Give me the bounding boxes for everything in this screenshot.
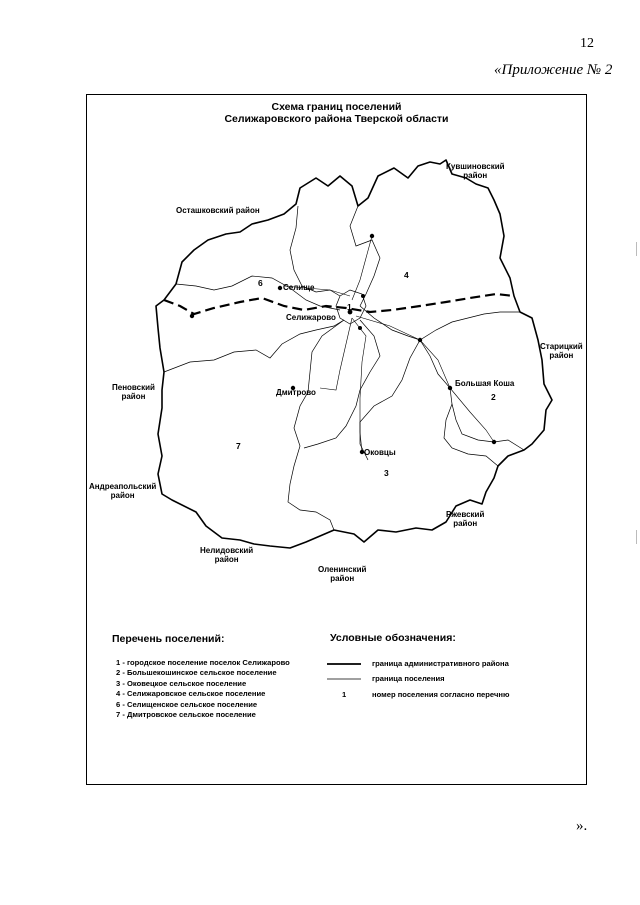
label-nelidovo: Нелидовский район [200,546,254,564]
page-number: 12 [580,36,594,51]
legend-settlement-boundary: граница поселения [372,674,445,683]
legend-title: Условные обозначения: [330,632,456,644]
settlement-dots [190,234,496,454]
closing-quote: ». [576,818,588,834]
boundary-7-3 [288,320,344,530]
settlement-number-2: 2 [491,392,496,402]
map-title-line1: Схема границ поселений [271,101,402,113]
dot-east-2 [492,440,496,444]
map-title-line2: Селижаровского района Тверской области [224,113,449,125]
settlement-number-3: 3 [384,468,389,478]
label-andreapol: Андреапольский район [89,482,157,500]
dot-selishche [278,286,282,290]
label-okovtsy: Оковцы [364,448,396,457]
boundary-7-west [164,320,344,372]
label-selishche: Селище [283,283,315,292]
boundary-3-2c [360,340,420,460]
label-staritsa: Старицкий район [540,342,583,360]
settlement-number-4: 4 [404,270,409,280]
boundary-3-2 [420,340,524,450]
district-boundary [156,160,552,548]
legend-number-meaning: номер поселения согласно перечню [372,690,510,699]
list-item: 6 - Селищенское сельское поселение [116,699,258,709]
list-item: 2 - Большекошинское сельское поселение [116,668,277,678]
label-rzhev: Ржевский район [446,510,485,528]
scan-edge-mark [636,242,637,256]
dot-east-1 [418,338,422,342]
label-kuvshinovo: Кувшиновский район [446,162,505,180]
settlement-number-6: 6 [258,278,263,288]
list-item: 1 - городское поселение поселок Селижарово [116,658,290,667]
dot-west [190,314,194,318]
list-item: 3 - Оковецкое сельское поселение [116,678,247,688]
label-ostashkov: Осташковский район [176,206,260,215]
boundary-4 [350,206,380,306]
settlements-title: Перечень поселений: [112,633,225,645]
legend-number-symbol: 1 [342,690,347,699]
settlement-number-1: 1 [347,302,352,312]
dot-center-n [361,294,365,298]
list-item: 7 - Дмитровское сельское поселение [116,710,256,720]
settlement-boundaries [164,206,524,530]
road-lines [284,236,494,452]
legend-admin-boundary: граница административного района [372,659,509,668]
dot-center-s [358,326,362,330]
label-dmitrovo: Дмитрово [276,388,316,397]
label-penovo: Пеновский район [112,383,155,401]
boundary-1-3 [304,320,380,448]
dot-north [370,234,374,238]
list-item: 4 - Селижаровское сельское поселение [116,689,266,699]
settlement-number-7: 7 [236,441,241,451]
dot-bolshaya-kosha [448,386,452,390]
label-selizharovo: Селижарово [286,313,336,322]
appendix-label: «Приложение № 2 [494,62,613,78]
main-road-dashed [164,294,514,314]
label-olenino: Оленинский район [318,565,367,583]
label-bolshaya-kosha: Большая Коша [455,379,515,388]
scan-edge-mark [636,530,637,544]
settlements-list [116,658,290,720]
